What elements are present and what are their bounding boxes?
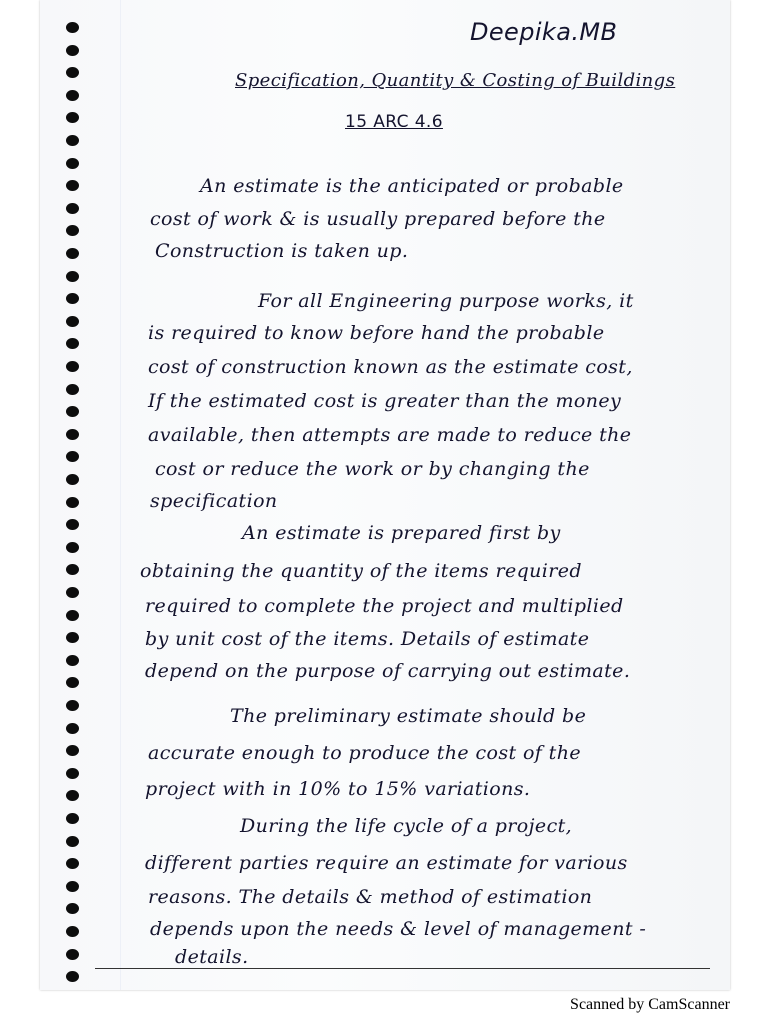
binding-hole xyxy=(66,451,79,462)
binding-hole xyxy=(66,112,79,123)
text-line: For all Engineering purpose works, it xyxy=(258,290,634,312)
binding-hole xyxy=(66,519,79,530)
binding-hole xyxy=(66,677,79,688)
binding-hole xyxy=(66,881,79,892)
binding-hole xyxy=(66,135,79,146)
notebook-page xyxy=(40,0,730,990)
page-bottom-rule xyxy=(95,968,710,969)
binding-hole xyxy=(66,293,79,304)
binding-hole xyxy=(66,926,79,937)
text-line: by unit cost of the items. Details of estimate xyxy=(145,628,590,650)
binding-hole xyxy=(66,203,79,214)
text-line: different parties require an estimate for various xyxy=(145,852,628,874)
binding-hole xyxy=(66,497,79,508)
text-line: If the estimated cost is greater than the money xyxy=(148,390,622,412)
text-line: Construction is taken up. xyxy=(155,240,409,262)
binding-hole xyxy=(66,971,79,982)
binding-hole xyxy=(66,610,79,621)
text-line: specification xyxy=(150,490,278,512)
binding-hole xyxy=(66,22,79,33)
text-line: is required to know before hand the probable xyxy=(148,322,605,344)
binding-hole xyxy=(66,564,79,575)
author-name: Deepika.MB xyxy=(470,18,618,46)
binding-hole xyxy=(66,406,79,417)
scanner-watermark: Scanned by CamScanner xyxy=(570,996,730,1013)
text-line: During the life cycle of a project, xyxy=(240,815,573,837)
binding-hole xyxy=(66,813,79,824)
margin-line xyxy=(120,0,121,990)
binding-hole xyxy=(66,745,79,756)
binding-hole xyxy=(66,90,79,101)
text-line: accurate enough to produce the cost of the xyxy=(148,742,581,764)
binding-hole xyxy=(66,587,79,598)
binding-hole xyxy=(66,655,79,666)
binding-hole xyxy=(66,474,79,485)
course-code: 15 ARC 4.6 xyxy=(345,112,443,132)
text-line: cost or reduce the work or by changing the xyxy=(155,458,590,480)
text-line: obtaining the quantity of the items required xyxy=(140,560,582,582)
text-line: required to complete the project and multiplied xyxy=(145,595,624,617)
text-line: depend on the purpose of carrying out estimate. xyxy=(145,660,631,682)
binding-hole xyxy=(66,768,79,779)
text-line: details. xyxy=(175,946,249,968)
binding-hole xyxy=(66,723,79,734)
spiral-holes xyxy=(66,0,86,990)
binding-hole xyxy=(66,632,79,643)
binding-hole xyxy=(66,858,79,869)
binding-hole xyxy=(66,903,79,914)
text-line: The preliminary estimate should be xyxy=(230,705,587,727)
binding-hole xyxy=(66,429,79,440)
binding-hole xyxy=(66,225,79,236)
binding-hole xyxy=(66,158,79,169)
binding-hole xyxy=(66,384,79,395)
text-line: cost of work & is usually prepared before the xyxy=(150,208,606,230)
text-line: depends upon the needs & level of management - xyxy=(150,918,647,940)
binding-hole xyxy=(66,271,79,282)
binding-hole xyxy=(66,700,79,711)
binding-hole xyxy=(66,45,79,56)
text-line: cost of construction known as the estimate cost, xyxy=(148,356,633,378)
binding-hole xyxy=(66,338,79,349)
text-line: project with in 10% to 15% variations. xyxy=(145,778,531,800)
binding-hole xyxy=(66,542,79,553)
binding-hole xyxy=(66,248,79,259)
binding-hole xyxy=(66,836,79,847)
binding-hole xyxy=(66,949,79,960)
binding-hole xyxy=(66,361,79,372)
page-title: Specification, Quantity & Costing of Buildings xyxy=(235,70,676,91)
binding-hole xyxy=(66,316,79,327)
text-line: available, then attempts are made to reduce the xyxy=(148,424,632,446)
text-line: An estimate is the anticipated or probable xyxy=(200,175,624,197)
text-line: An estimate is prepared first by xyxy=(242,522,561,544)
text-line: reasons. The details & method of estimation xyxy=(148,886,593,908)
binding-hole xyxy=(66,180,79,191)
binding-hole xyxy=(66,790,79,801)
binding-hole xyxy=(66,67,79,78)
